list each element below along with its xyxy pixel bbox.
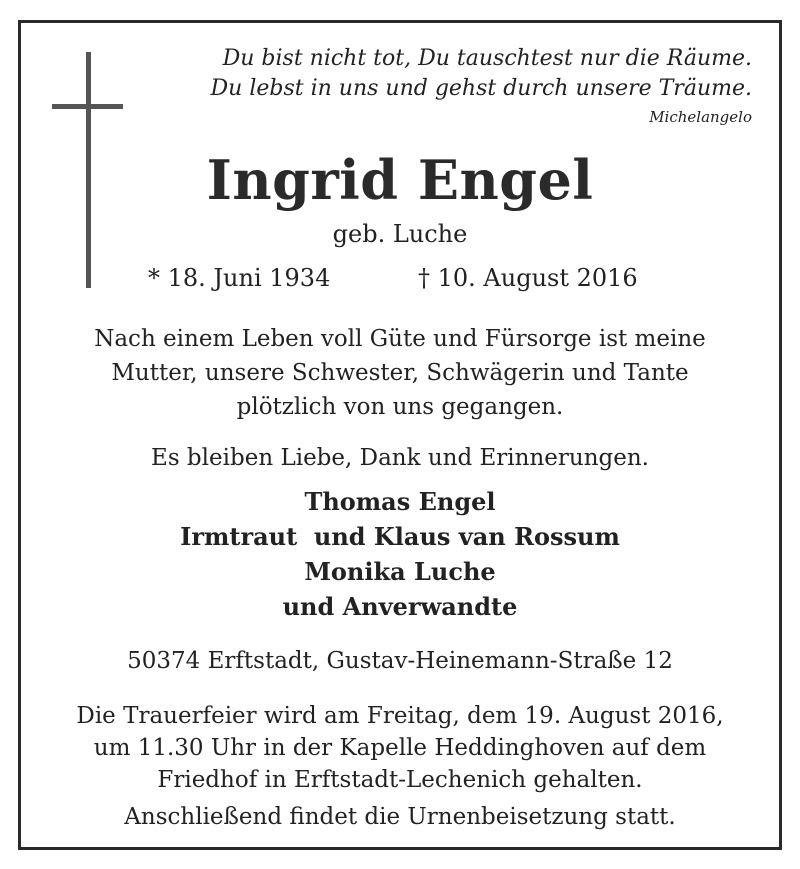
signer: Thomas Engel bbox=[304, 487, 496, 516]
birth-name: geb. Luche bbox=[332, 220, 468, 248]
birth-date: * 18. Juni 1934 bbox=[148, 264, 331, 292]
ceremony-line: Die Trauerfeier wird am Freitag, dem 19. August 2016, bbox=[76, 703, 724, 729]
ceremony-line: um 11.30 Uhr in der Kapelle Heddinghoven auf dem bbox=[93, 735, 707, 761]
announcement-line: Nach einem Leben voll Güte und Fürsorge ist meine bbox=[94, 326, 706, 352]
announcement-line: plötzlich von uns gegangen. bbox=[236, 394, 564, 420]
signers-list bbox=[0, 484, 800, 624]
death-date: † 10. August 2016 bbox=[418, 264, 638, 292]
cross-horizontal-bar bbox=[52, 104, 123, 109]
quote-line: Du lebst in uns und gehst durch unsere Träume. bbox=[210, 76, 752, 101]
announcement-text bbox=[0, 322, 800, 424]
ceremony-line: Friedhof in Erftstadt-Lechenich gehalten. bbox=[157, 767, 643, 793]
ceremony-text bbox=[0, 700, 800, 796]
quote bbox=[211, 44, 752, 104]
signer: und Anverwandte bbox=[282, 592, 518, 621]
announcement-line: Mutter, unsere Schwester, Schwägerin und Tante bbox=[111, 360, 689, 386]
signer: Monika Luche bbox=[304, 557, 496, 586]
quote-line: Du bist nicht tot, Du tauschtest nur die Räume. bbox=[222, 46, 752, 71]
deceased-name: Ingrid Engel bbox=[206, 148, 594, 212]
address: 50374 Erftstadt, Gustav-Heinemann-Straße 12 bbox=[127, 648, 673, 674]
quote-author: Michelangelo bbox=[649, 108, 752, 126]
burial-text: Anschließend findet die Urnenbeisetzung statt. bbox=[124, 804, 676, 830]
remembrance-text: Es bleiben Liebe, Dank und Erinnerungen. bbox=[151, 445, 649, 471]
signer: Irmtraut und Klaus van Rossum bbox=[180, 522, 620, 551]
